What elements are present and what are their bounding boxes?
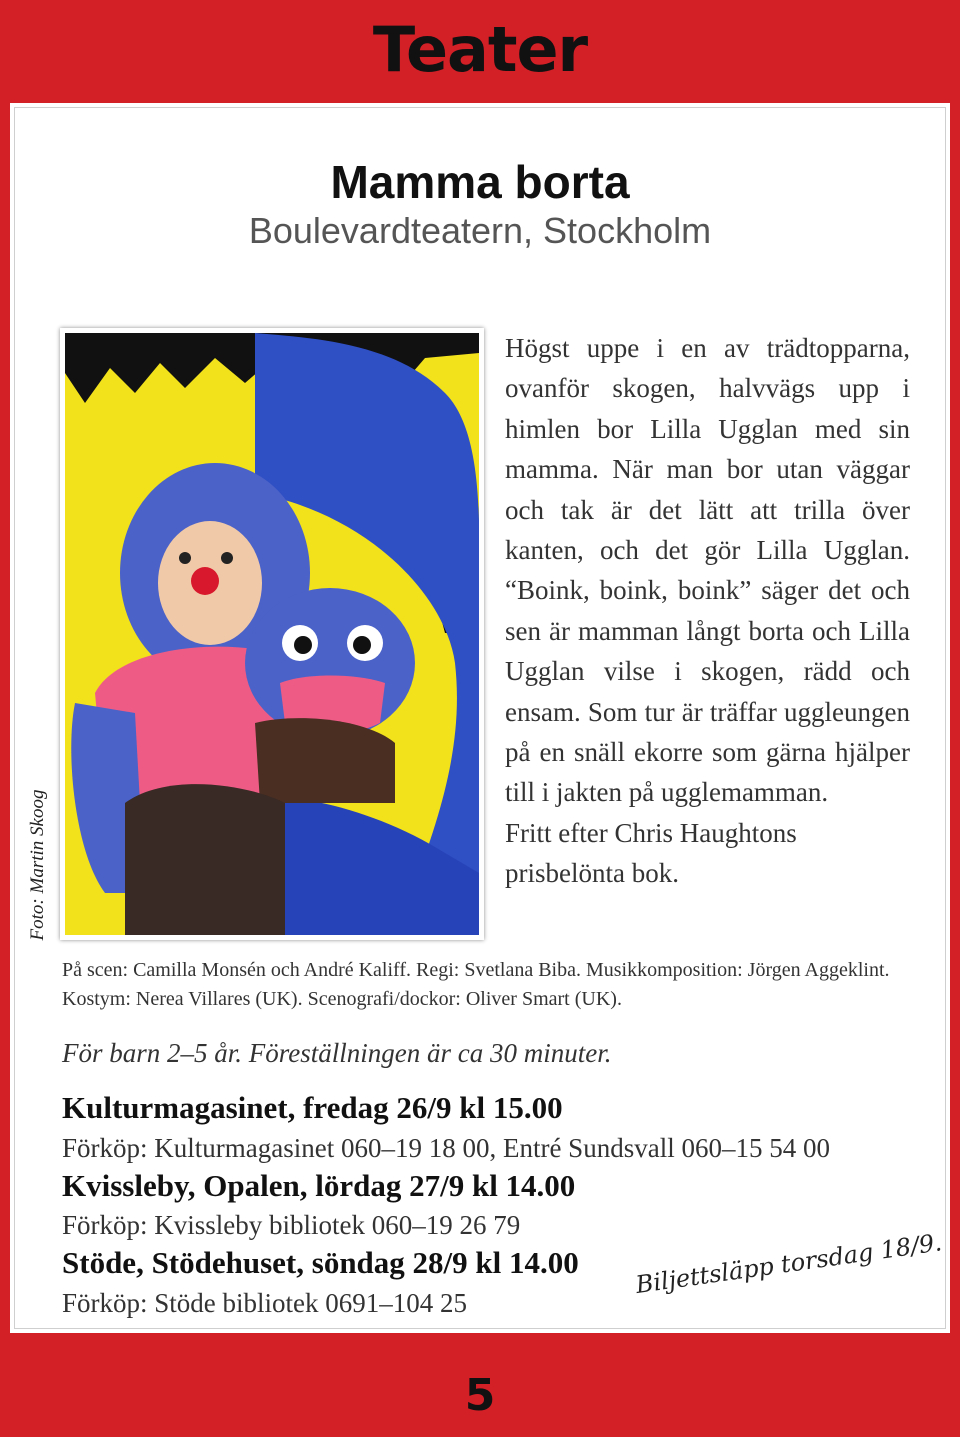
show-photo xyxy=(60,328,484,940)
performance-venue: Stöde, Stödehuset, söndag 28/9 kl 14.00 xyxy=(62,1245,579,1280)
performance-presale: Förköp: Stöde bibliotek 0691–104 25 xyxy=(62,1288,467,1318)
page-number: 5 xyxy=(464,1370,496,1421)
page-header-title: Teater xyxy=(372,13,588,86)
performance-venue: Kulturmagasinet, fredag 26/9 kl 15.00 xyxy=(62,1090,563,1125)
age-info: För barn 2–5 år. Föreställningen är ca 30 minuter. xyxy=(62,1038,612,1068)
show-title: Mamma borta xyxy=(330,156,630,208)
show-description xyxy=(505,328,910,894)
performance-venue: Kvissleby, Opalen, lördag 27/9 kl 14.00 xyxy=(62,1168,576,1203)
performance-presale: Förköp: Kvissleby bibliotek 060–19 26 79 xyxy=(62,1210,521,1240)
show-photo-illustration xyxy=(65,333,479,935)
content-panel xyxy=(10,103,950,1333)
performance-presale: Förköp: Kulturmagasinet 060–19 18 00, Entré Sundsvall 060–15 54 00 xyxy=(62,1133,830,1163)
show-venue: Boulevardteatern, Stockholm xyxy=(248,210,712,251)
description-source-note: Fritt efter Chris Haughtons prisbelönta bok. xyxy=(505,817,797,889)
ticket-release-note: Biljettsläpp torsdag 18/9. xyxy=(633,1228,944,1300)
cast-credits: På scen: Camilla Monsén och André Kaliff. Regi: Svetlana Biba. Musikkomposition: Jörgen Aggeklint. Kostym: Nerea Villares (UK). Scenografi/dockor: Oliver Smart (UK). xyxy=(62,959,890,1010)
description-paragraph: Högst uppe i en av trädtopparna, ovanför skogen, halvvägs upp i himlen bor Lilla Ugglan med sin mamma. När man bor utan väggar och tak är det lätt att trilla över kanten, och det gör Lilla Ugglan. “Boink, boink, boink” säger det och sen är mamman långt borta och Lilla Ugglan vilse i skogen, rädd och ensam. Som tur är träffar uggleungen på en snäll ekorre som gärna hjälper till i jakten på ugglemamman. xyxy=(505,333,910,808)
photo-credit: Foto: Martin Skoog xyxy=(27,789,48,941)
